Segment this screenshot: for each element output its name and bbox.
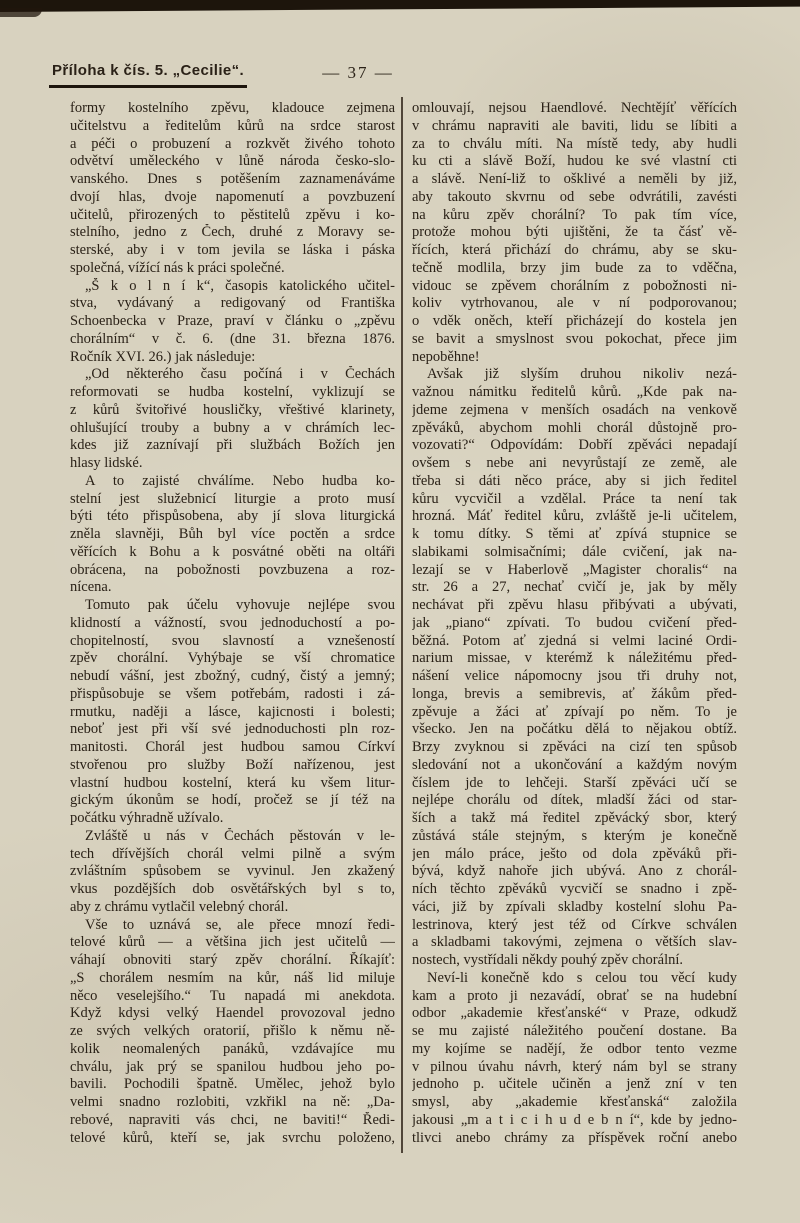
text-line: stelní jest služebnicí liturgie a proto musí [70,490,395,507]
text-line: se mu zajisté náležitého poučení dostane. Ba [412,1023,737,1039]
text-line: stvořenou pro služby Boží nařízenou, jest [70,756,395,773]
text-line: hlasy lidské. [70,455,143,471]
scan-corner-artifact [0,8,42,17]
text-line: tlivci anebo chrámy za příspěvek roční anebo [412,1129,737,1146]
text-line: neboť jest při vší své jednoduchosti pln roz- [70,721,395,738]
text-line: a slávě. Není-liž to ošklivé a neměli by již, [412,171,737,187]
text-line: tečně modlila, brzy jim bude za to vděčna, [412,259,737,276]
text-line: kam a proto ji nezavádí, obrať se na hudební [412,987,737,1004]
text-line: sterské, aby i v tom jevila se láska i páska [70,242,395,258]
scan-edge-artifact [0,0,800,12]
text-line: nepoběhne! [412,348,480,365]
text-line: ohlušující trouby a bubny a v chrámích lec- [70,419,395,436]
text-line: aby takouto skvrnu od sebe odvrátili, zavésti [412,188,737,205]
text-line: kdes již zaznívají při službách Božích jen [70,437,395,454]
text-line: manitosti. Chorál jest hudbou samou Církví [70,739,395,755]
text-line: jednoho p. učitele učiněn a jenž zní v ten [412,1076,737,1093]
text-line: a skladbami takovými, zejmena o větších slav- [412,934,737,951]
text-line: telové kůrů — a většina jich jest učitelů — [70,934,395,951]
text-line: zůstává stále stejným, s kterým je konečně [412,827,737,844]
text-line: dvojí hlas, dvoje napomenutí a povzbuzení [70,188,395,205]
text-line: vozovati?“ Odpovídám: Dobří zpěváci nepadají [412,437,737,454]
text-line: longa, brevis a semibrevis, ať žákům před- [412,685,737,702]
text-line: na kůru zpěv chorální? To pak tím více, [412,206,737,223]
text-line: lestrinova, který jest též od Církve schválen [412,916,737,933]
column-divider [401,97,403,1153]
text-line: rmutku, naději a lásce, kajicnosti i bolesti; [70,703,395,720]
text-line: odbor „akademie křesťanské“ v Praze, odkudž [412,1005,737,1022]
text-line: nechávat při zpěvu hlasu přibývati a ubývati, [412,597,737,613]
text-line: „Od některého času počíná i v Čechách [85,366,395,383]
text-line: v pilnou úvahu návrh, který nám byl se strany [412,1058,737,1075]
text-line: Když kdysi velký Haendel provozoval jedno [70,1005,395,1022]
text-line: býti této přispůsobena, aby jí slova liturgická [70,508,395,525]
text-line: přispůsobuje se všem potřebám, radosti i zá- [70,685,395,702]
text-line: velmi snadno rozlobiti, vzkřikl na ně: „Da- [70,1094,395,1110]
text-line: jakousi „m a t i c i h u d e b n í“, kde by jedno- [412,1111,737,1128]
text-line: učitelstvu a ředitelům kůrů na srdce starost [70,117,395,134]
masthead-title: Příloha k čís. 5. „Cecilie“. [52,62,245,79]
text-line: ku cti a slávě Boží, hudou ke své vlastní cti [412,153,737,170]
text-line: všecko. Jen na počátku dělá to nějakou obtíž. [412,721,737,738]
text-line: str. 26 a 27, nechať cvičí je, jak by měly [412,579,737,596]
text-line: hrozná. Máť ředitel kůru, zvláště je-li učitelem, [412,508,737,525]
text-line: zněla slavněji, Bůh byl více poctěn a srdce [70,526,395,542]
text-line: Ročník XVI. 26.) jak následuje: [70,348,256,365]
text-line: klidností a vážností, svou jednoduchostí a po- [70,614,395,631]
text-line: stelního, jedno z Čech, druhé z Moravy se- [70,224,395,241]
text-line: ovšem s nebe ani nevyrůstají ze země, ale [412,455,737,471]
text-line: společná, vížící nás k práci společné. [70,259,285,276]
text-line: „S chorálem nesmím na kůr, náš lid miluje [70,969,395,986]
text-line: smysl, aby „akademie křesťanská“ založila [412,1094,737,1110]
page-number: — 37 — [322,63,394,82]
text-line: věřících k Bohu a k posvátné oběti na oltáři [70,543,395,560]
text-line: něco veselejšího.“ Tu napadá mi anekdota. [70,987,395,1004]
text-line: zpěváků, abychom mohli chorál důstojně pro- [412,419,737,436]
text-line: chorálním“ v č. 6. (dne 31. března 1876. [70,330,395,347]
text-line: obrácena, na pobožnosti povzbuzena a roz- [70,561,395,578]
text-line: Brzy zvyknou si zpěváci na cizí ten spůsob [412,739,737,755]
text-line: k tomu dítky. S těmi ať zpívá stupnice se [412,526,737,542]
text-line: reformovati se hudba kostelní, vyklizují se [70,384,395,400]
text-line: kolik neomalených panáků, vzdávajíce mu [70,1040,395,1057]
text-line: bývá, když nahoře jich ubývá. Ano z chorál- [412,863,737,880]
text-line: řících, která přichází do chrámu, aby se sku- [412,242,737,258]
text-line: aby z chrámu vytlačil velebný chorál. [70,898,289,915]
text-line: běžná. Potom ať zjedná si velmi laciné Ordi- [412,632,737,649]
text-line: vkus pozdějších dob osvětářských byl s to, [70,881,395,897]
text-line: lezají se v Haberlově „Magister choralis“ na [412,561,737,578]
text-line: vlastní hudbou kostelní, která ku všem litur- [70,774,395,791]
text-line: nícena. [70,579,112,596]
text-line: nostech, vystřídali někdy pouhý zpěv chorální. [412,952,684,968]
text-line: Tomuto pak účelu vyhovuje nejlépe svou [85,597,395,613]
text-line: Avšak již slyším druhou nikoliv nezá- [427,366,737,383]
text-line: ze svých velkých oratorií, přišlo k němu ně- [70,1023,395,1039]
text-line: vanského. Dnes s potěšením zaznamenáváme [70,171,395,187]
text-line: stva, vydávaný a redigovaný od Františka [70,295,395,312]
text-line: „Š k o l n í k“, časopis katolického učitel- [85,277,395,294]
text-line: nášení velice nápomocny jsou tři druhy not, [412,668,737,684]
text-line: třeba si dáti něco práce, aby si jich ředitel [412,472,737,489]
text-line: ních těchto zpěváků vycvičí se snadno i zpě- [412,881,737,897]
text-line: sledování not a ukončování a každým novým [412,756,737,773]
text-line: odvětví uměleckého v lůně národa česko-slo- [70,153,395,170]
text-line: omlouvají, nejsou Haendlové. Nechtějíť věřících [412,100,737,116]
masthead-rule [49,85,247,88]
text-line: ších a takž má ředitel zpěvácký sbor, který [412,810,737,826]
text-line: my kojíme se nadějí, že odbor tento vezme [412,1040,737,1057]
text-line: chválu, jak prý se spanilou hudbou jeho po- [70,1058,395,1075]
text-line: v chrámu napraviti ale baviti, lidu se líbiti a [412,117,737,134]
text-line: kůru vycvičil a vzdělal. Práce ta není tak [412,490,737,507]
text-column-right [412,100,737,1147]
text-line: nebudí vášní, jest zbožný, cudný, čistý a jemný; [70,668,395,684]
text-line: zpěv chorální. Vyhýbaje se vší chromatice [70,650,395,667]
text-line: gickým úkonům se hodí, pročež se jí též na [70,792,395,809]
text-line: vidouc se zpěvem chorálním z pobožnosti ni- [412,277,737,294]
text-column-left [70,100,395,1147]
text-line: zvláštním spůsobem se vyvinul. Jen zkažený [70,863,395,880]
text-line: váci, již by zpívali skladby kostelní slohu Pa- [412,898,737,915]
text-line: se bavit a smyslnost svou pokochat, přece jim [412,330,737,347]
text-line: z kůrů švitořivé housličky, vřeštivé klarinety, [70,401,395,418]
text-line: Zvláště u nás v Čechách pěstován v le- [85,827,395,844]
text-line: rebové, napraviti vás chci, ne baviti!“ Ředi- [70,1111,395,1128]
text-line: za to chválu míti. Na místě tedy, aby hudli [412,135,737,152]
text-line: zpěvuje a žáci ať zpívají po něm. To je [412,703,737,720]
text-line: nejlépe chorálu od dítek, mladší žáci od star- [412,792,737,809]
text-line: jak „piano“ zpívati. To budou cvičení před- [412,614,737,631]
text-line: slabikami solmisačními; dále cvičení, jak na- [412,543,737,560]
text-line: Vše to uznává se, ale přece mnozí ředi- [85,916,395,933]
text-line: Neví-li konečně kdo s celou tou věcí kudy [427,969,737,986]
text-line: číslem jde to lehčeji. Starší zpěváci učí se [412,774,737,791]
text-line: učitelů, přirozených to pěstitelů zpěvu i ko- [70,206,395,223]
text-line: váhají obnoviti starý zpěv chorální. Říkajíť: [70,952,395,968]
text-line: protože mohou býti ujištěni, že ta čásť vě- [412,224,737,241]
text-line: počátku výhradně užívalo. [70,810,224,826]
text-line: jdeme zejmena v menších osadách na venkově [412,401,737,418]
text-line: telové kůrů, kteří se, jak svrchu položeno, [70,1129,395,1146]
text-line: narium missae, v kterémž k náležitému před- [412,650,737,667]
text-line: chopitelností, svou slavností a vznešeností [70,632,395,649]
text-line: formy kostelního zpěvu, kladouce zejmena [70,100,395,116]
text-line: A to zajisté chválíme. Nebo hudba ko- [85,472,395,489]
text-line: bavili. Pochodili špatně. Umělec, jehož bylo [70,1076,395,1093]
text-line: jen málo práce, ješto od dola zpěváků při- [412,845,737,862]
text-line: koliv vytrhovanou, ale v ní podporovanou; [412,295,737,312]
text-line: o vděk oněch, kteří přicházejí do kostela jen [412,313,737,329]
text-line: važnou námitku ředitelů kůrů. „Kde pak na- [412,384,737,400]
text-line: Schoenbecka v Praze, praví v článku o „zpěvu [70,313,395,329]
text-line: tech dřívějších chorál velmi pilně a svým [70,845,395,862]
text-line: a péči o probuzení a rozkvět živého tohoto [70,135,395,152]
